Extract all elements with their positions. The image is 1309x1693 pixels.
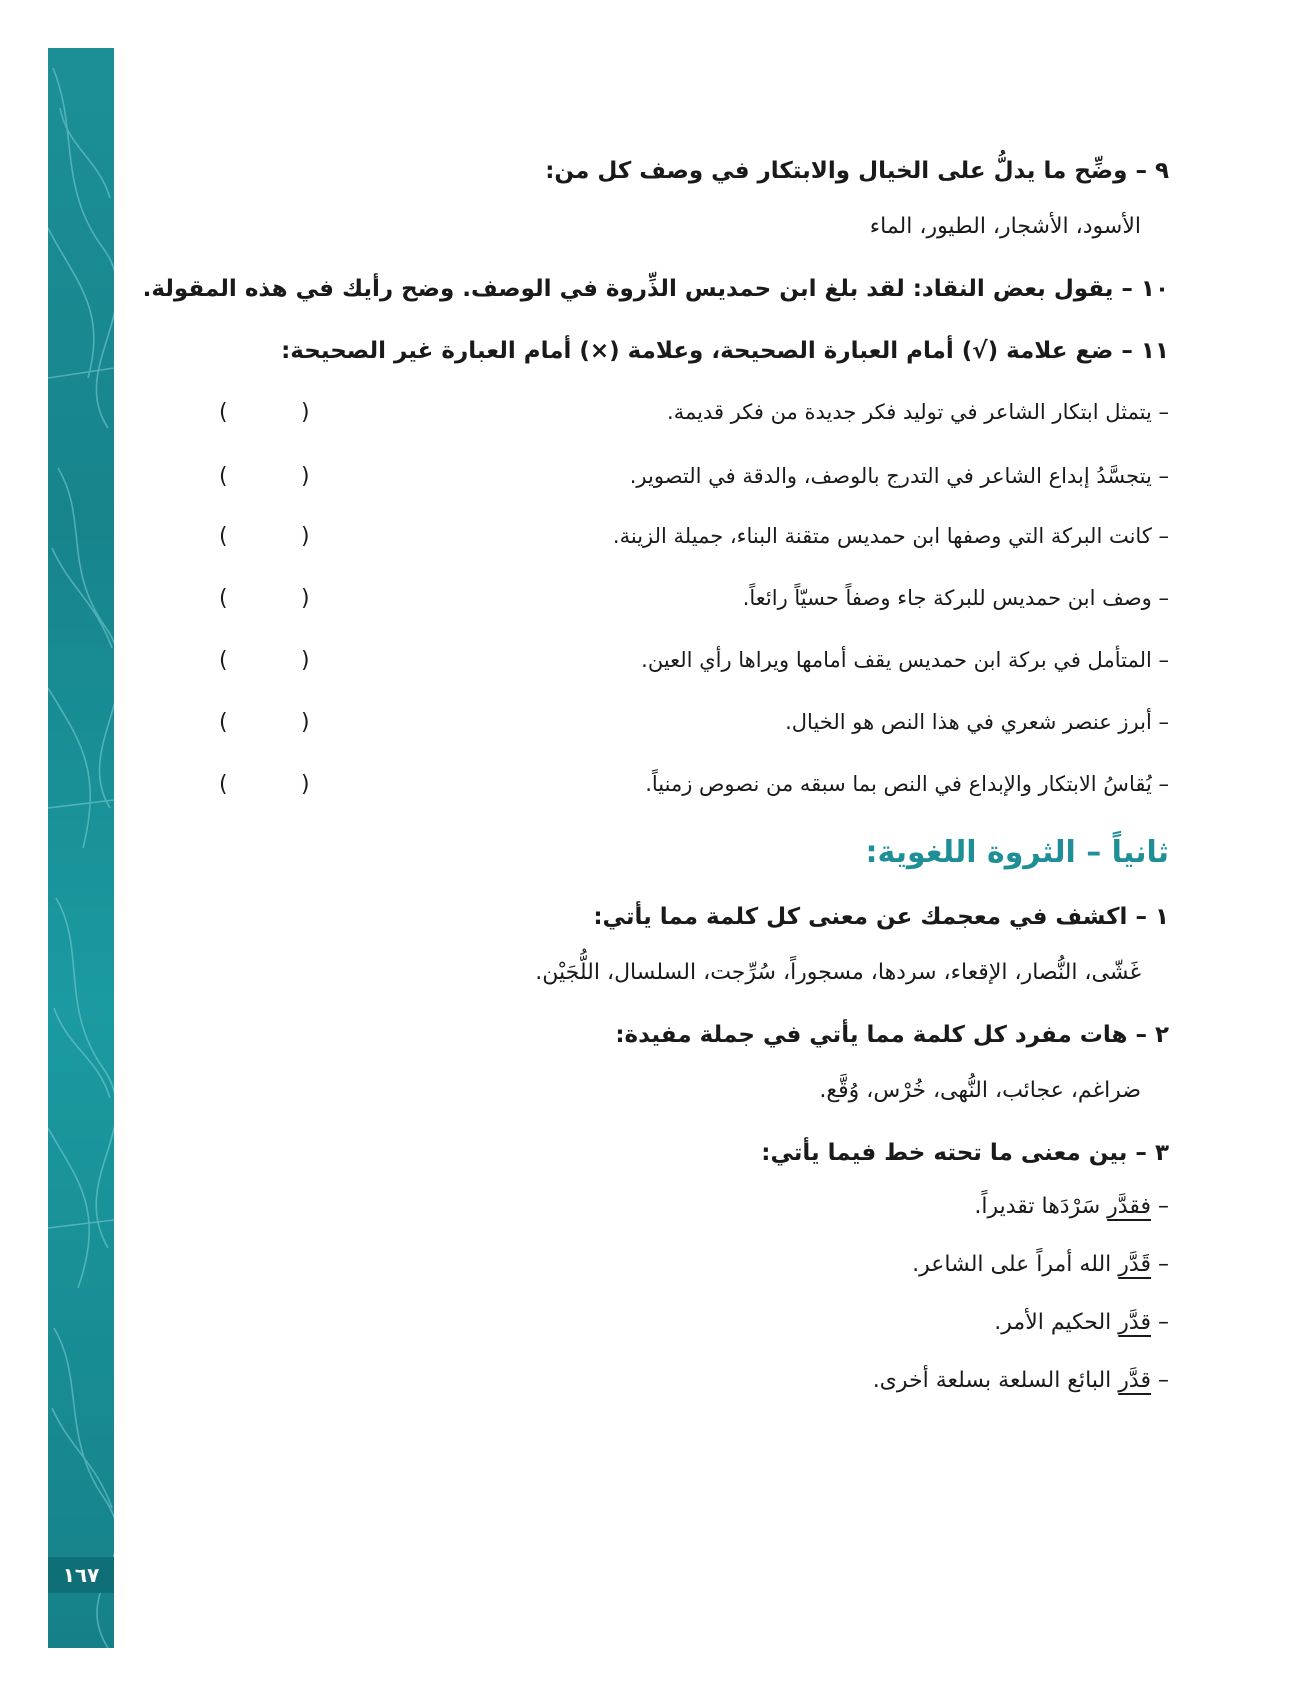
example-rest: الحكيم الأمر. (994, 1310, 1119, 1335)
section2-question-1-words: غَشّى، النُّصار، الإقعاء، سردها، مسجوراً، سُرِّجت، السلسال، اللُّجَيْن. (535, 960, 1141, 985)
true-false-row (169, 648, 1169, 688)
example-rest: البائع السلعة بسلعة أخرى. (872, 1368, 1119, 1393)
section2-question-1-title: ١ – اكشف في معجمك عن معنى كل كلمة مما يأتي: (593, 904, 1169, 930)
answer-close-paren: ) (219, 772, 228, 797)
question-10-title: ١٠ – يقول بعض النقاد: لقد بلغ ابن حمديس الذِّروة في الوصف. وضح رأيك في هذه المقولة. (142, 276, 1169, 302)
section2-question-3-title: ٣ – بين معنى ما تحته خط فيما يأتي: (761, 1140, 1169, 1166)
answer-close-paren: ) (219, 400, 228, 425)
true-false-row (169, 586, 1169, 626)
decorative-side-strip (48, 48, 114, 1648)
answer-open-paren: ( (301, 464, 310, 489)
true-false-row (169, 710, 1169, 750)
answer-open-paren: ( (301, 772, 310, 797)
example-dash: – (1151, 1252, 1169, 1277)
question-11-title: ١١ – ضع علامة (√) أمام العبارة الصحيحة، وعلامة (×) أمام العبارة غير الصحيحة: (281, 338, 1169, 364)
wave-pattern-icon (48, 48, 114, 1648)
true-false-row (169, 524, 1169, 564)
example-line (873, 1368, 1169, 1393)
page-number: ١٦٧ (48, 1557, 114, 1593)
answer-close-paren: ) (219, 464, 228, 489)
answer-close-paren: ) (219, 710, 228, 735)
example-dash: – (1151, 1368, 1169, 1393)
example-line (912, 1252, 1169, 1277)
statement-text: – يتمثل ابتكار الشاعر في توليد فكر جديدة من فكر قديمة. (667, 400, 1169, 424)
example-dash: – (1151, 1310, 1169, 1335)
section2-question-2-title: ٢ – هات مفرد كل كلمة مما يأتي في جملة مفيدة: (615, 1022, 1169, 1048)
answer-open-paren: ( (301, 400, 310, 425)
question-9-items: الأسود، الأشجار، الطيور، الماء (869, 214, 1141, 239)
section-heading-linguistic-wealth: ثانياً – الثروة اللغوية: (865, 835, 1169, 870)
answer-open-paren: ( (301, 524, 310, 549)
underlined-word: قَدَّر (1118, 1252, 1151, 1277)
answer-close-paren: ) (219, 586, 228, 611)
example-dash: – (1151, 1194, 1169, 1219)
question-9-title: ٩ – وضِّح ما يدلُّ على الخيال والابتكار في وصف كل من: (545, 158, 1169, 184)
example-line (974, 1194, 1169, 1219)
underlined-word: قدَّر (1118, 1310, 1151, 1335)
answer-open-paren: ( (301, 710, 310, 735)
answer-close-paren: ) (219, 648, 228, 673)
underlined-word: فقدَّر (1107, 1194, 1151, 1219)
statement-text: – كانت البركة التي وصفها ابن حمديس متقنة البناء، جميلة الزينة. (612, 524, 1169, 548)
true-false-row (169, 464, 1169, 504)
answer-open-paren: ( (301, 586, 310, 611)
statement-text: – أبرز عنصر شعري في هذا النص هو الخيال. (785, 710, 1169, 734)
true-false-row (169, 772, 1169, 812)
example-rest: سَرْدَها تقديراً. (974, 1194, 1108, 1219)
answer-open-paren: ( (301, 648, 310, 673)
answer-close-paren: ) (219, 524, 228, 549)
section2-question-2-words: ضراغم، عجائب، النُّهى، خُرْس، وُقَّع. (819, 1078, 1141, 1103)
true-false-row (169, 400, 1169, 440)
example-line (994, 1310, 1169, 1335)
statement-text: – يتجسَّدُ إبداع الشاعر في التدرج بالوصف، والدقة في التصوير. (629, 464, 1169, 488)
example-rest: الله أمراً على الشاعر. (912, 1252, 1119, 1277)
statement-text: – المتأمل في بركة ابن حمديس يقف أمامها ويراها رأي العين. (641, 648, 1169, 672)
statement-text: – وصف ابن حمديس للبركة جاء وصفاً حسيّاً رائعاً. (742, 586, 1169, 610)
statement-text: – يُقاسُ الابتكار والإبداع في النص بما سبقه من نصوص زمنياً. (645, 772, 1169, 796)
underlined-word: قدَّر (1118, 1368, 1151, 1393)
